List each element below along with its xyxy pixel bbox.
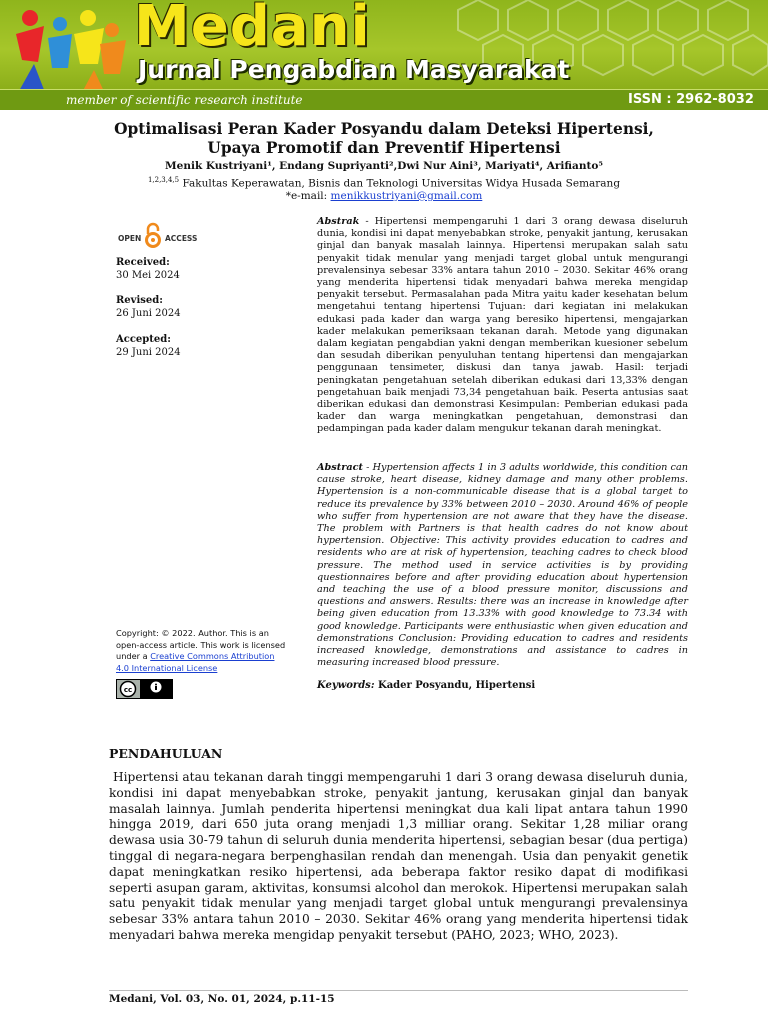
accepted-block xyxy=(116,333,181,359)
abstract-english xyxy=(317,462,688,669)
email-prefix: *e-mail: xyxy=(285,190,331,202)
open-access-badge xyxy=(118,222,208,250)
accepted-date: 29 Juni 2024 xyxy=(116,347,181,358)
section-paragraph: Hipertensi atau tekanan darah tinggi mempengaruhi 1 dari 3 orang dewasa diseluruh dunia, kondisi ini dapat menyebabkan stroke, penyakit jantung, kerusakan ginjal dan banyak masalah lainnya. Jumlah penderita hipertensi meningkat dua kali lipat antara tahun 1990 hingga 2019, dari 650 juta orang menjadi 1,3 milliar orang. Sekitar 1,28 miliar orang dewasa usia 30-79 tahun di seluruh dunia menderita hipertensi, sebagian besar (dua pertiga) tinggal di negara-negara berpenghasilan rendah dan menengah. Usia dan penyakit genetik dapat meningkatkan resiko hipertensi, ada beberapa faktor resiko dapat di modifikasi seperti asupan garam, aktivitas, konsumsi alcohol dan merokok. Hipertensi merupakan salah satu penyakit tidak menular yang menjadi target global untuk mengurangi prevalensinya sebesar 33% antara tahun 2010 – 2030. Sekitar 46% orang yang menderita hipertensi tidak menyadari bahwa mereka mengidap penyakit tersebut (PAHO, 2023; WHO, 2023). xyxy=(109,770,688,942)
svg-text:cc: cc xyxy=(123,686,133,694)
received-label: Received: xyxy=(116,257,170,268)
open-access-right: ACCESS xyxy=(165,234,198,243)
copyright-text: Copyright: © 2022. Author. This is an open-access article. This work is licensed under a xyxy=(116,628,286,661)
copyright-notice xyxy=(116,628,286,674)
email-link[interactable]: menikkustriyani@gmail.com xyxy=(330,190,483,202)
accepted-label: Accepted: xyxy=(116,334,171,345)
footer-divider xyxy=(109,990,688,991)
keywords-line xyxy=(317,680,535,691)
abstrak-text: - Hipertensi mempengaruhi 1 dari 3 orang dewasa diseluruh dunia, kondisi ini dapat menyebabkan stroke, penyakit jantung, kerusakan ginjal dan banyak masalah lainnya. Hipertensi merupakan salah satu penyakit tidak menular yang menjadi target global untuk mengurangi prevalensinya sebesar 33% antara tahun 2010 – 2030. Sekitar 46% orang yang menderita hipertensi tidak menyadari bahwa mereka mengidap penyakit tersebut. Permasalahan pada Mitra yaitu kader kesehatan belum mengetahui tentang hipertensi Tujuan: dari kegiatan ini melakukan edukasi pada kader dan warga yang beresiko hipertensi, mengajarkan kader melakukan pemeriksaan tekanan darah. Metode yang digunakan dalam kegiatan pengabdian yakni dengan memberikan kuesioner sebelum dan sesudah diberikan penyuluhan tentang hipertensi dan mengajarkan penggunaan tensimeter, diskusi dan tanya jawab. Hasil: terjadi peningkatan pengetahuan setelah diberikan edukasi dari 13,33% dengan pengetahuan baik menjadi 73,34 pengetahuan baik. Peserta antusias saat diberikan edukasi dan demonstrasi Kesimpulan: Pemberian edukasi pada kader dan warga meningkatkan pengetahuan, demonstrasi dan pedampingan pada kader dalam mengukur tekanan darah meningkat. xyxy=(317,216,688,435)
open-lock-icon xyxy=(143,222,163,248)
abstrak-label: Abstrak xyxy=(317,216,360,227)
affiliation-superscript: 1,2,3,4,5 xyxy=(147,176,180,184)
cc-by-license-icon xyxy=(116,679,173,699)
corresponding-email xyxy=(90,190,678,202)
section-heading: PENDAHULUAN xyxy=(109,746,223,761)
open-access-left: OPEN xyxy=(118,234,142,243)
journal-subtitle: Jurnal Pengabdian Masyarakat xyxy=(138,55,570,84)
revised-label: Revised: xyxy=(116,295,163,306)
author-list: Menik Kustriyani¹, Endang Supriyanti²,Dwi Nur Aini³, Mariyati⁴, Arifianto⁵ xyxy=(165,160,603,172)
abstract-label: Abstract xyxy=(317,462,363,473)
page-footer: Medani, Vol. 03, No. 01, 2024, p.11-15 xyxy=(109,993,335,1005)
license-link[interactable]: Creative Commons Attribution 4.0 International License xyxy=(116,651,275,673)
received-block xyxy=(116,256,180,282)
paper-title: Optimalisasi Peran Kader Posyandu dalam Deteksi Hipertensi, Upaya Promotif dan Preventif Hipertensi xyxy=(114,120,654,157)
journal-banner xyxy=(0,0,768,110)
received-date: 30 Mei 2024 xyxy=(116,270,180,281)
banner-tagline: member of scientific research institute xyxy=(66,93,303,107)
keywords-text: Kader Posyandu, Hipertensi xyxy=(374,680,536,691)
revised-date: 26 Juni 2024 xyxy=(116,308,181,319)
affiliation-text: Fakultas Keperawatan, Bisnis dan Teknologi Universitas Widya Husada Semarang xyxy=(182,177,621,190)
affiliation xyxy=(90,176,678,190)
issn-label: ISSN : 2962-8032 xyxy=(628,92,754,107)
abstract-indonesian xyxy=(317,216,688,436)
journal-name: Medani xyxy=(134,0,371,59)
keywords-label: Keywords: xyxy=(317,680,375,691)
abstract-text: - Hypertension affects 1 in 3 adults worldwide, this condition can cause stroke, heart disease, kidney damage and many other problems. Hypertension is a non-communicable disease that is a global target to reduce its prevalence by 33% between 2010 – 2030. Around 46% of people who suffer from hypertension are not aware that they have the disease. The problem with Partners is that health cadres do not know about hypertension. Objective: This activity provides education to cadres and residents who are at risk of hypertension, teaching cadres to check blood pressure. The method used in service activities is by providing questionnaires before and after providing education about hypertension and teaching the use of a blood pressure monitor, discussions and questions and answers. Results: there was an increase in knowledge after being given education from 13.33% with good knowledge to 73.34 with good knowledge. Participants were enthusiastic when given education and demonstrations Conclusion: Providing education to cadres and residents increased knowledge, demonstrations and assistance to cadres in measuring increased blood pressure. xyxy=(317,462,688,669)
revised-block xyxy=(116,294,181,320)
